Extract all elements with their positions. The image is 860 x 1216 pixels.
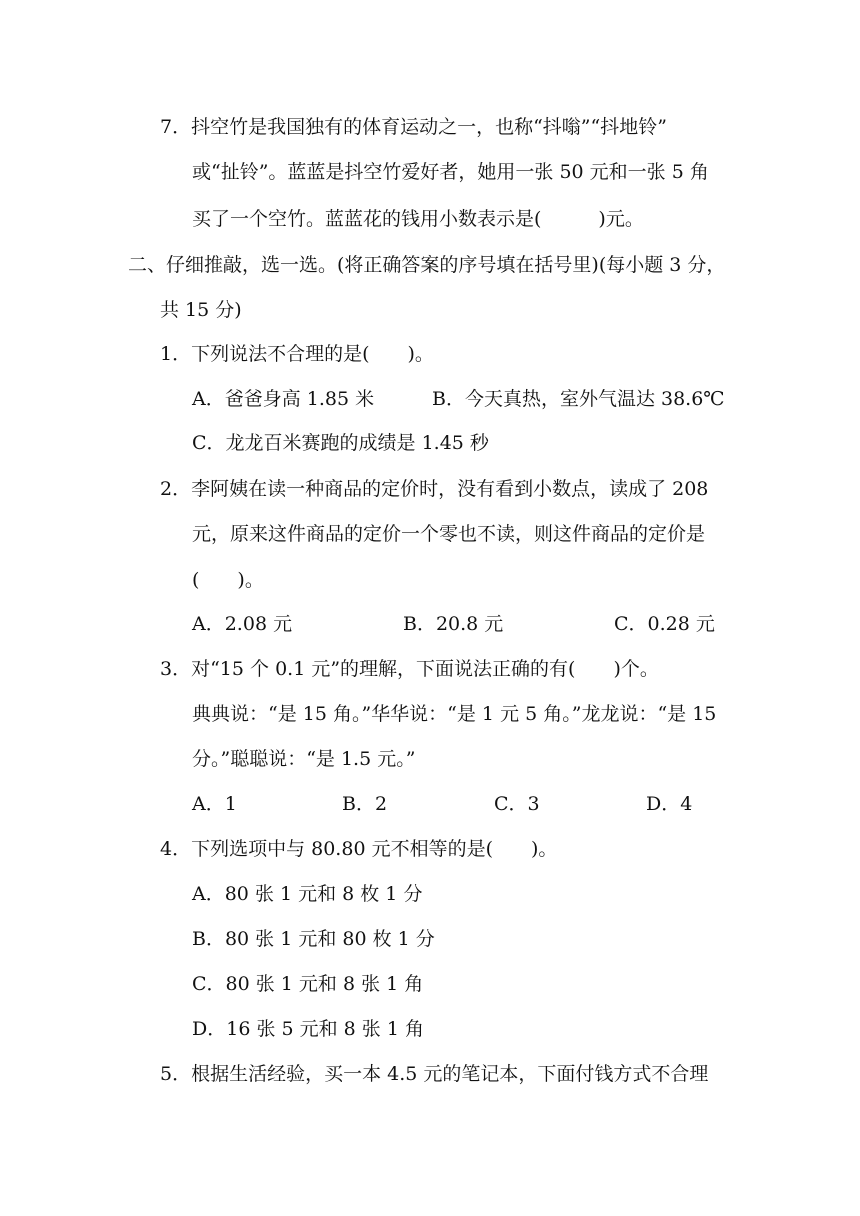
question-3-line-3: 分。”聪聪说：“是 1.5 元。” xyxy=(192,748,416,770)
question-7-line-3: 买了一个空竹。蓝蓝花的钱用小数表示是( )元。 xyxy=(192,208,644,230)
option-a: A．2.08 元 xyxy=(192,613,293,635)
option-a: A．1 xyxy=(192,793,237,815)
question-2-line-3: ( )。 xyxy=(192,569,264,591)
question-4 xyxy=(160,836,557,862)
option-c: C．0.28 元 xyxy=(614,613,715,635)
option-c: C．80 张 1 元和 8 张 1 角 xyxy=(192,973,424,995)
option-c: C．3 xyxy=(494,793,540,815)
question-number: 4． xyxy=(160,838,192,860)
question-7 xyxy=(160,114,667,140)
question-2 xyxy=(160,476,708,502)
section-2-heading: 二、仔细推敲，选一选。(将正确答案的序号填在括号里)(每小题 3 分， xyxy=(128,254,726,276)
option-a: A．80 张 1 元和 8 枚 1 分 xyxy=(192,883,423,905)
question-number: 1． xyxy=(160,343,192,365)
question-text: 下列说法不合理的是( )。 xyxy=(191,343,434,365)
question-text: 对“15 个 0.1 元”的理解，下面说法正确的有( )个。 xyxy=(191,658,659,680)
question-5 xyxy=(160,1061,708,1087)
question-text: 抖空竹是我国独有的体育运动之一，也称“抖嗡”“抖地铃” xyxy=(191,116,667,138)
section-2-heading-line-2: 共 15 分) xyxy=(160,299,242,321)
question-1 xyxy=(160,341,434,367)
question-text: 下列选项中与 80.80 元不相等的是( )。 xyxy=(191,838,558,860)
option-b: B．2 xyxy=(342,793,388,815)
question-text: 根据生活经验，买一本 4.5 元的笔记本，下面付钱方式不合理 xyxy=(191,1063,709,1085)
option-b: B．今天真热，室外气温达 38.6℃ xyxy=(432,388,725,410)
question-number: 2． xyxy=(160,478,192,500)
question-3 xyxy=(160,656,659,682)
question-text: 李阿姨在读一种商品的定价时，没有看到小数点，读成了 208 xyxy=(191,478,709,500)
question-7-line-2: 或“扯铃”。蓝蓝是抖空竹爱好者，她用一张 50 元和一张 5 角 xyxy=(192,161,709,183)
question-3-line-2: 典典说：“是 15 角。”华华说：“是 1 元 5 角。”龙龙说：“是 15 xyxy=(192,703,717,725)
option-d: D．4 xyxy=(646,793,693,815)
option-b: B．80 张 1 元和 80 枚 1 分 xyxy=(192,928,435,950)
option-a: A．爸爸身高 1.85 米 xyxy=(192,388,375,410)
option-d: D．16 张 5 元和 8 张 1 角 xyxy=(192,1018,424,1040)
question-number: 5． xyxy=(160,1063,192,1085)
question-number: 7． xyxy=(160,116,192,138)
question-number: 3． xyxy=(160,658,192,680)
question-2-line-2: 元，原来这件商品的定价一个零也不读，则这件商品的定价是 xyxy=(192,523,706,545)
option-b: B．20.8 元 xyxy=(403,613,504,635)
option-c: C．龙龙百米赛跑的成绩是 1.45 秒 xyxy=(192,432,489,454)
